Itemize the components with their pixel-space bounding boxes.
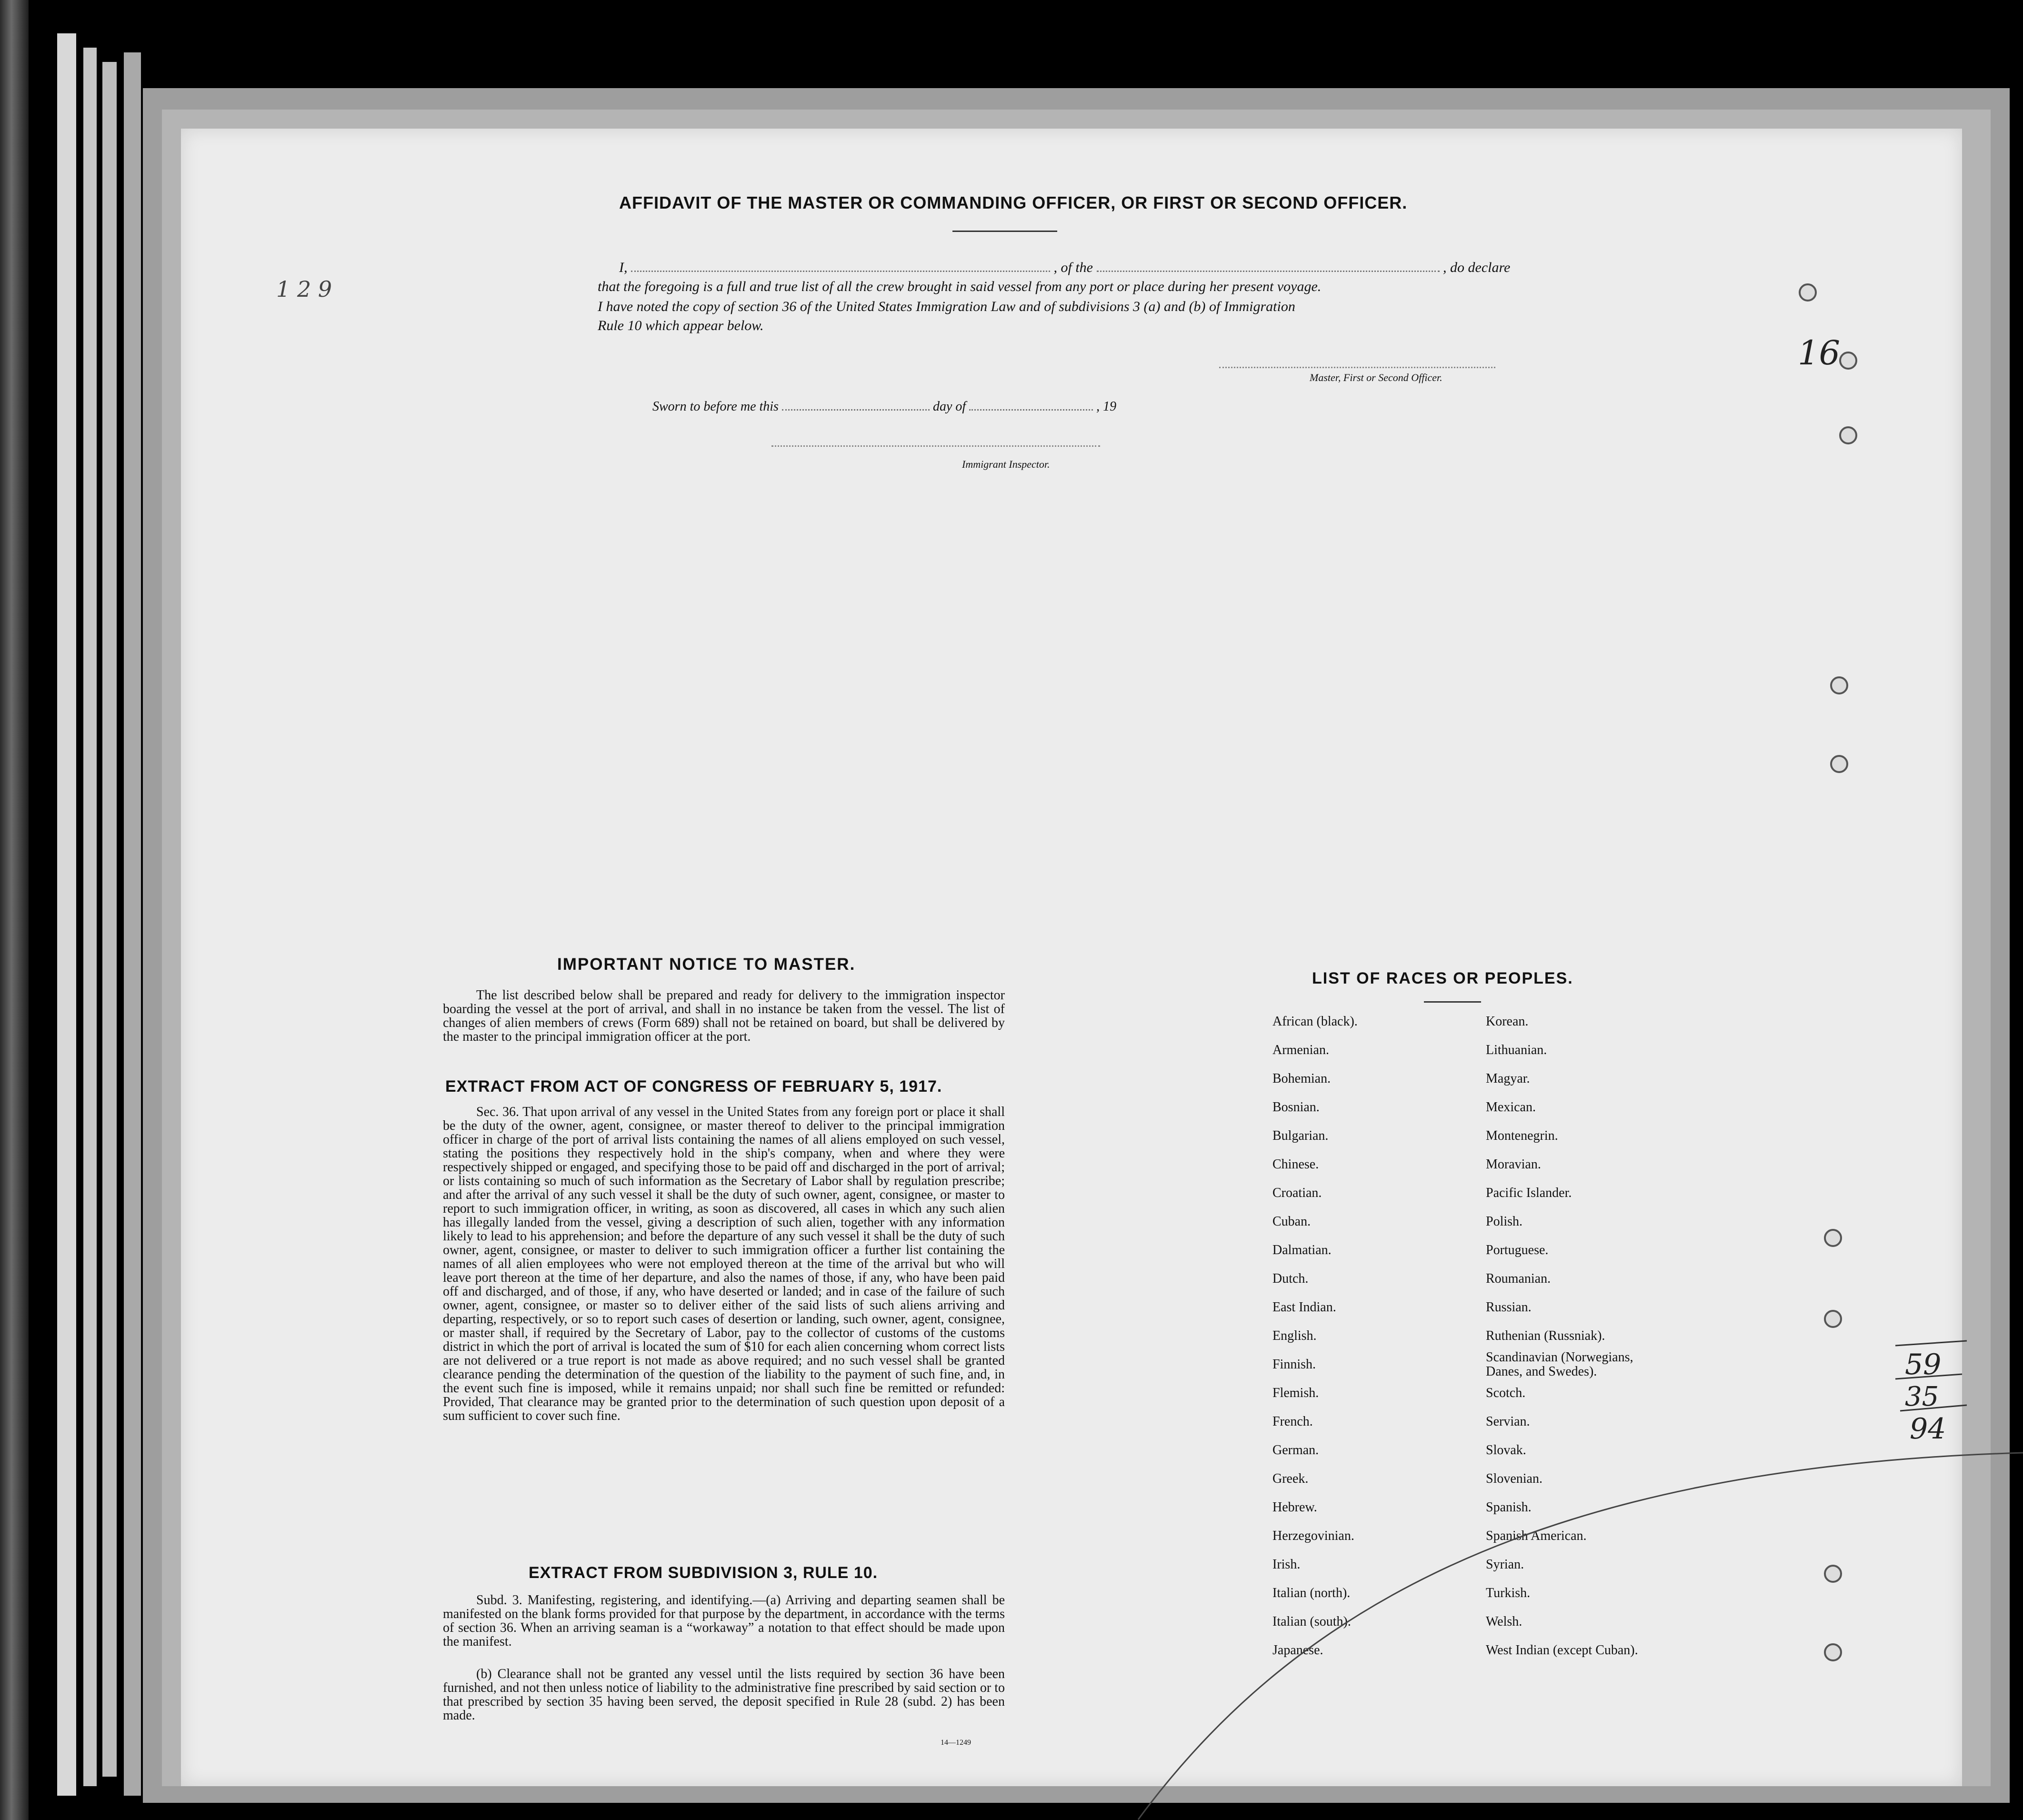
race-item: Scandinavian (Norwegians, Danes, and Swedes).: [1486, 1350, 1633, 1379]
race-item: Armenian.: [1272, 1043, 1329, 1057]
handwritten-tally-2: 35: [1905, 1381, 1939, 1412]
affidavit-title: AFFIDAVIT OF THE MASTER OR COMMANDING OFFICER, OR FIRST OR SECOND OFFICER.: [619, 193, 1408, 212]
rule-extract-body-b: (b) Clearance shall not be granted any vessel until the lists required by section 36 have been furnished, and not then unless notice of liability to the administrative fine prescribed by said section or to that prescribed by section 35 having been served, the deposit specified in Rule 28 (subd. 2) has been made.: [443, 1667, 1005, 1723]
race-item: Japanese.: [1272, 1643, 1323, 1658]
races-title: LIST OF RACES OR PEOPLES.: [1312, 969, 1573, 987]
of-the-label: , of the: [1053, 260, 1093, 275]
rule-extract-title: EXTRACT FROM SUBDIVISION 3, RULE 10.: [529, 1564, 878, 1582]
race-item: Portuguese.: [1486, 1243, 1549, 1257]
race-item: Scotch.: [1486, 1386, 1526, 1400]
affidavit-line-3: I have noted the copy of section 36 of the United States Immigration Law and of subdivisions 3 (a) and (b) of Immigration: [598, 299, 1295, 314]
notice-body: The list described below shall be prepared and ready for delivery to the immigration inspector boarding the vessel at the port of arrival, and shall in no instance be taken from the vessel. The list of changes of alien members of crews (Form 689) shall not be retained on board, but shall be delivered by the master to the principal immigration officer at the port.: [443, 988, 1005, 1044]
inspector-caption: Immigrant Inspector.: [962, 458, 1050, 470]
race-item: Italian (south).: [1272, 1614, 1351, 1629]
act-extract-body: Sec. 36. That upon arrival of any vessel in the United States from any foreign port or place it shall be the duty of the owner, agent, consignee, or master thereof to deliver to the principal immigration officer in charge of the port of arrival lists containing the names of all aliens employed on such vessel, stating the positions they respectively hold in the ship's company, when and where they were respectively shipped or engaged, and specifying those to be paid off and discharged in the port of arrival; or lists containing so much of such information as the Secretary of Labor shall by regulation prescribe; and after the arrival of any such vessel it shall be the duty of such owner, agent, consignee, or master to report to such immigration officer, in writing, as soon as discovered, all cases in which any such alien has illegally landed from the vessel, giving a description of such alien, together with any information likely to lead to his apprehension; and before the departure of any such vessel it shall be the duty of such owner, agent, consignee, or master to deliver to such immigration officer a further list containing the names of all alien employees who were not employed thereon at the time of the arrival but who will leave port thereon at the time of her departure, and also the names of those, if any, who have been paid off and discharged, and of those, if any, who have deserted or landed; and in case of the failure of such owner, agent, consignee, or master so to deliver either of the said lists of such aliens arriving and departing, respectively, or so to report such cases of desertion or landing, such owner, agent, consignee, or master shall, if required by the Secretary of Labor, pay to the collector of customs of the customs district in which the port of arrival is located the sum of $10 for each alien concerning whom correct lists are not delivered or a true report is not made as above required; and no such vessel shall be granted clearance pending the determination of the question of the liability to the payment of such fine, and, in the event such fine is imposed, while it remains unpaid; nor shall such fine be remitted or refunded: Provided, That clearance may be granted prior to the determination of such question upon deposit of a sum sufficient to cover such fine.: [443, 1105, 1005, 1423]
race-item: Cuban.: [1272, 1214, 1311, 1229]
race-item: Turkish.: [1486, 1586, 1531, 1600]
race-item: African (black).: [1272, 1014, 1358, 1029]
handwritten-margin-note: 1 2 9: [276, 276, 332, 302]
race-item: Dutch.: [1272, 1271, 1309, 1286]
handwritten-number: 16: [1798, 333, 1841, 372]
handwritten-tally-1: 59: [1905, 1348, 1942, 1381]
race-item: Bosnian.: [1272, 1100, 1320, 1115]
race-item: Pacific Islander.: [1486, 1186, 1572, 1200]
affidavit-line-4: Rule 10 which appear below.: [598, 318, 764, 333]
act-extract-title: EXTRACT FROM ACT OF CONGRESS OF FEBRUARY 5, 1917.: [445, 1077, 942, 1096]
race-item: English.: [1272, 1328, 1317, 1343]
race-item: Spanish American.: [1486, 1528, 1587, 1543]
race-item: Polish.: [1486, 1214, 1523, 1229]
race-item: Bulgarian.: [1272, 1128, 1329, 1143]
race-item: Magyar.: [1486, 1071, 1530, 1086]
race-item: Montenegrin.: [1486, 1128, 1558, 1143]
affidavit-line-2: that the foregoing is a full and true list of all the crew brought in said vessel from any port or place during her present voyage.: [598, 279, 1322, 294]
race-item: Korean.: [1486, 1014, 1529, 1029]
notice-title: IMPORTANT NOTICE TO MASTER.: [557, 955, 856, 974]
race-item: East Indian.: [1272, 1300, 1336, 1315]
race-item: Chinese.: [1272, 1157, 1319, 1172]
race-item: Slovenian.: [1486, 1471, 1542, 1486]
race-item: Russian.: [1486, 1300, 1532, 1315]
handwritten-tally-3: 94: [1910, 1412, 1946, 1446]
race-item: Syrian.: [1486, 1557, 1524, 1572]
sworn-year-label: , 19: [1096, 399, 1117, 414]
form-number: 14—1249: [941, 1739, 971, 1747]
master-signature-caption: Master, First or Second Officer.: [1310, 372, 1442, 383]
race-item: Hebrew.: [1272, 1500, 1317, 1515]
race-item: Dalmatian.: [1272, 1243, 1332, 1257]
race-item: Croatian.: [1272, 1186, 1322, 1200]
race-item: German.: [1272, 1443, 1319, 1458]
race-item: Roumanian.: [1486, 1271, 1551, 1286]
race-item: Moravian.: [1486, 1157, 1541, 1172]
sworn-prefix: Sworn to before me this: [652, 399, 779, 414]
declare-label: , do declare: [1443, 260, 1511, 275]
rule-extract-body-a: Subd. 3. Manifesting, registering, and identifying.—(a) Arriving and departing seamen shall be manifested on the blank forms provided for that purpose by the department, in accordance with the terms of section 36. When an arriving seaman is a “workaway” a notation to that effect should be made upon the manifest.: [443, 1593, 1005, 1649]
race-item: Spanish.: [1486, 1500, 1532, 1515]
declarant-prefix: I,: [619, 260, 628, 275]
race-item: Greek.: [1272, 1471, 1309, 1486]
race-item: Irish.: [1272, 1557, 1301, 1572]
race-item: Slovak.: [1486, 1443, 1526, 1458]
race-item: Herzegovinian.: [1272, 1528, 1354, 1543]
race-item: Mexican.: [1486, 1100, 1536, 1115]
race-item: Lithuanian.: [1486, 1043, 1547, 1057]
race-item: Italian (north).: [1272, 1586, 1351, 1600]
race-item: Flemish.: [1272, 1386, 1319, 1400]
race-item: French.: [1272, 1414, 1313, 1429]
race-item: Finnish.: [1272, 1357, 1316, 1372]
race-item: West Indian (except Cuban).: [1486, 1643, 1638, 1658]
race-item: Ruthenian (Russniak).: [1486, 1328, 1605, 1343]
race-item: Bohemian.: [1272, 1071, 1331, 1086]
race-item: Welsh.: [1486, 1614, 1522, 1629]
sworn-day-label: day of: [932, 399, 966, 414]
race-item: Servian.: [1486, 1414, 1530, 1429]
